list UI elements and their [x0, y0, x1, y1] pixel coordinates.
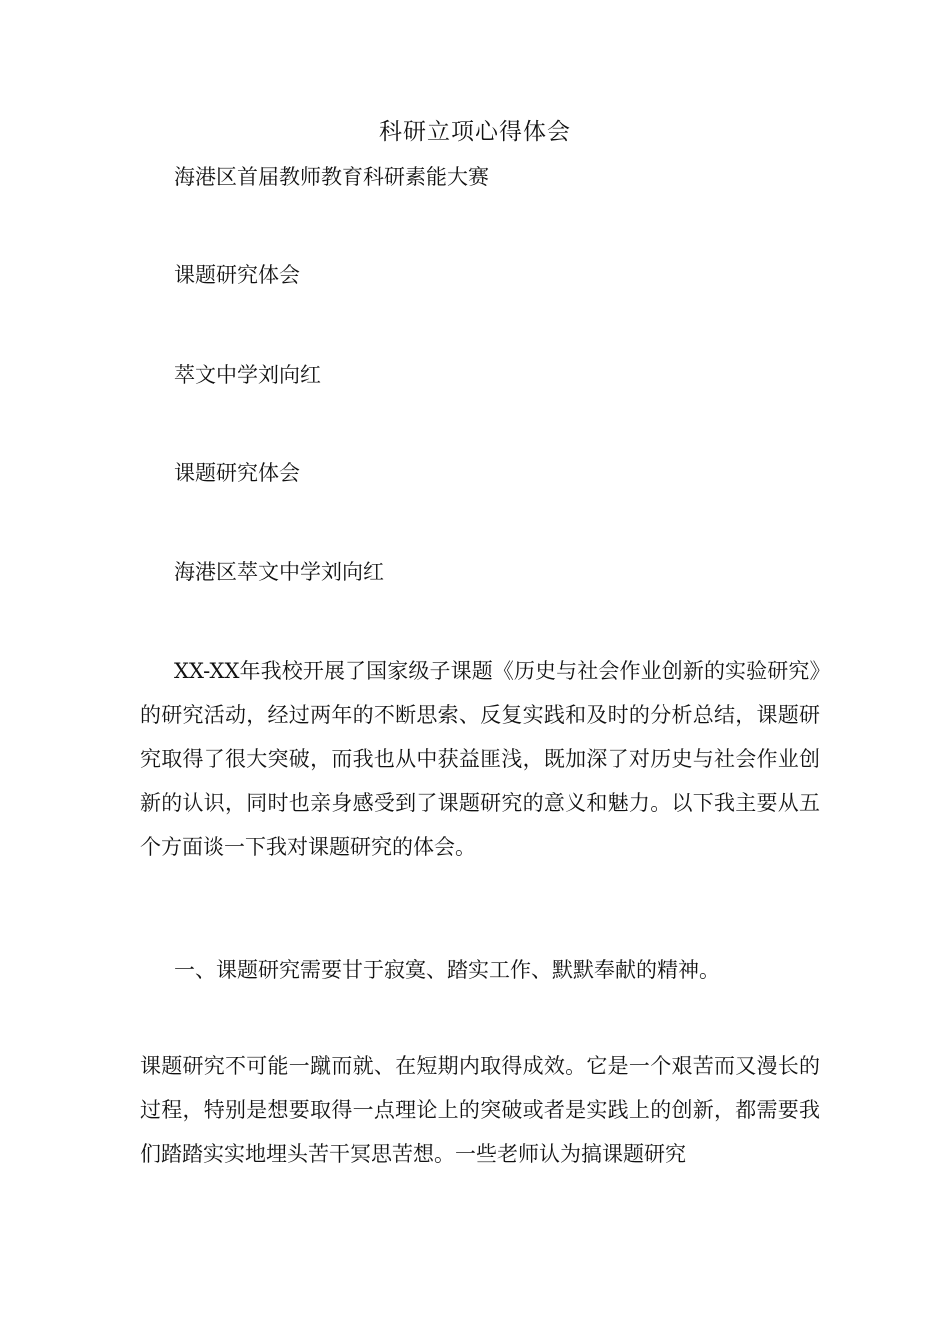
- subtitle-research-reflection-repeat: 课题研究体会: [174, 461, 300, 485]
- author-line-full: 海港区萃文中学刘向红: [174, 560, 384, 584]
- section-1-paragraph: 课题研究不可能一蹴而就、在短期内取得成效。它是一个艰苦而又漫长的过程，特别是想要取得一点理论上的突破或者是实践上的创新，都需要我们踏踏实实地埋头苦干冥思苦想。一些老师认为搞课题研究: [140, 1054, 820, 1166]
- document-title: 科研立项心得体会: [379, 119, 571, 145]
- contest-name: 海港区首届教师教育科研素能大赛: [174, 165, 489, 189]
- section-1-heading: 一、课题研究需要甘于寂寞、踏实工作、默默奉献的精神。: [174, 958, 720, 982]
- subtitle-research-reflection: 课题研究体会: [174, 263, 300, 287]
- intro-paragraph: XX-XX年我校开展了国家级子课题《历史与社会作业创新的实验研究》的研究活动，经过两年的不断思索、反复实践和及时的分析总结，课题研究取得了很大突破，而我也从中获益匪浅，既加深了对历史与社会作业创新的认识，同时也亲身感受到了课题研究的意义和魅力。以下我主要从五个方面谈一下我对课题研究的体会。: [140, 659, 820, 859]
- author-line: 萃文中学刘向红: [174, 363, 321, 387]
